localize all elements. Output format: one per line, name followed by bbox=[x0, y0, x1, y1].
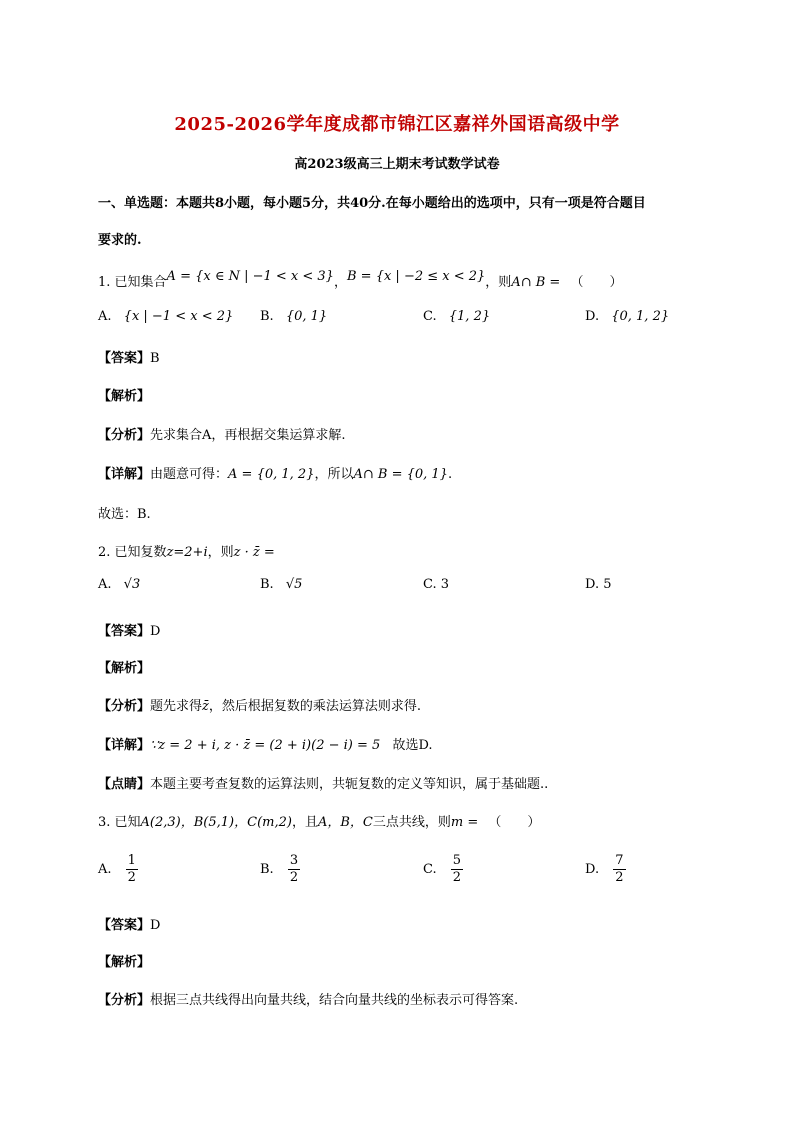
q3-fenxi-label: 【分析】 bbox=[98, 993, 151, 1008]
q1-paren: （ ） bbox=[570, 275, 623, 290]
q2-prefix: 2. 已知复数 bbox=[98, 545, 167, 560]
q1-option-a-value: {x | −1 < x < 2} bbox=[123, 309, 234, 324]
q3-answer-label: 【答案】 bbox=[98, 918, 151, 933]
q3-option-b-num: 3 bbox=[289, 853, 299, 868]
q1-fenxi bbox=[98, 424, 346, 443]
q1-stem bbox=[98, 271, 622, 290]
q3-answer bbox=[98, 914, 160, 933]
q1-option-d bbox=[585, 309, 669, 324]
q2-fenxi-label: 【分析】 bbox=[98, 699, 151, 714]
q1-xiangjie bbox=[98, 463, 452, 482]
q2-expr: z · z̄ = bbox=[233, 545, 275, 560]
q3-option-c-num: 5 bbox=[452, 853, 462, 868]
q2-dianjing bbox=[98, 773, 548, 792]
q3-option-a-num: 1 bbox=[127, 853, 136, 868]
q2-dianjing-text: 本题主要考查复数的运算法则，共轭复数的定义等知识，属于基础题.. bbox=[150, 777, 549, 792]
q2-fenxi-a: 题先求得 bbox=[150, 699, 203, 714]
q3-analysis-label: 【解析】 bbox=[98, 955, 151, 970]
q3-option-c bbox=[423, 853, 463, 886]
q3-abc: A，B，C bbox=[317, 815, 373, 830]
q1-prefix: 1. 已知集合 bbox=[98, 275, 167, 290]
q1-option-a-letter: A. bbox=[98, 309, 112, 324]
q1-fenxi-text: 先求集合A，再根据交集运算求解. bbox=[150, 428, 346, 443]
q3-option-a-fraction bbox=[126, 853, 138, 886]
q2-option-a-value: √3 bbox=[123, 577, 141, 592]
q2-answer-label: 【答案】 bbox=[98, 624, 151, 639]
q1-xiangjie-b: ，所以 bbox=[314, 467, 354, 482]
q2-fenxi bbox=[98, 695, 421, 714]
q1-set-a: A = {x ∈ N | −1 < x < 3} bbox=[166, 269, 334, 284]
q2-option-b bbox=[260, 577, 302, 592]
exam-title: 2025-2026学年度成都市锦江区嘉祥外国语高级中学 bbox=[174, 114, 620, 135]
q2-xiangjie-label: 【详解】 bbox=[98, 738, 151, 753]
q1-xiangjie-m2: A∩ B = {0, 1} bbox=[353, 467, 448, 482]
q3-option-b-letter: B. bbox=[260, 862, 274, 877]
q3-option-c-den: 2 bbox=[452, 870, 462, 885]
q3-option-b bbox=[260, 853, 300, 886]
q3-option-c-letter: C. bbox=[423, 862, 437, 877]
q1-option-d-letter: D. bbox=[585, 309, 600, 324]
q3-option-b-fraction bbox=[288, 853, 300, 886]
q1-option-c bbox=[423, 309, 490, 324]
q2-answer bbox=[98, 620, 160, 639]
q3-option-a bbox=[98, 853, 138, 886]
q3-option-a-den: 2 bbox=[127, 870, 136, 885]
q3-option-a-letter: A. bbox=[98, 862, 112, 877]
q1-xiangjie-m1: A = {0, 1, 2} bbox=[228, 467, 315, 482]
q2-xiangjie-end: 故选D. bbox=[392, 738, 433, 753]
q2-xiangjie-m: ∵z = 2 + i, z · z̄ = (2 + i)(2 − i) = 5 bbox=[150, 738, 381, 753]
q2-z: z=2+i bbox=[166, 545, 208, 560]
q1-option-b-value: {0, 1} bbox=[285, 309, 328, 324]
q3-prefix: 3. 已知 bbox=[98, 815, 141, 830]
q2-option-b-value: √5 bbox=[285, 577, 303, 592]
q2-option-d: D. 5 bbox=[585, 577, 612, 592]
q3-points: A(2,3)，B(5,1)，C(m,2) bbox=[140, 815, 292, 830]
q3-option-d-fraction bbox=[613, 853, 625, 886]
q3-m-expr: m = bbox=[450, 815, 479, 830]
q3-option-d bbox=[585, 853, 626, 886]
q2-fenxi-m: z̄ bbox=[202, 699, 209, 714]
q3-fenxi bbox=[98, 989, 518, 1008]
q1-set-b: B = {x | −2 ≤ x < 2} bbox=[346, 269, 486, 284]
q1-fenxi-label: 【分析】 bbox=[98, 428, 151, 443]
q3-paren: （ ） bbox=[488, 815, 541, 830]
q3-answer-value: D bbox=[150, 918, 161, 933]
q2-dianjing-label: 【点睛】 bbox=[98, 777, 151, 792]
q3-fenxi-text: 根据三点共线得出向量共线，结合向量共线的坐标表示可得答案. bbox=[150, 993, 519, 1008]
q1-option-c-value: {1, 2} bbox=[448, 309, 491, 324]
q3-option-d-letter: D. bbox=[585, 862, 600, 877]
q1-expr: A∩ B = bbox=[511, 275, 561, 290]
section-heading-line2: 要求的. bbox=[98, 233, 142, 248]
q3-option-c-fraction bbox=[451, 853, 463, 886]
q1-xiangjie-label: 【详解】 bbox=[98, 467, 151, 482]
q3-stem bbox=[98, 811, 540, 830]
q1-option-d-value: {0, 1, 2} bbox=[611, 309, 670, 324]
q1-option-b-letter: B. bbox=[260, 309, 274, 324]
q2-option-a bbox=[98, 577, 140, 592]
q2-option-c: C. 3 bbox=[423, 577, 450, 592]
q1-answer-value: B bbox=[150, 351, 160, 366]
q1-then: ，则 bbox=[485, 275, 512, 290]
q1-option-a bbox=[98, 309, 233, 324]
q1-guxuan: 故选：B. bbox=[98, 507, 151, 522]
q1-answer bbox=[98, 347, 160, 366]
q1-comma: ， bbox=[333, 275, 347, 290]
q3-option-d-den: 2 bbox=[615, 870, 624, 885]
q1-xiangjie-a: 由题意可得： bbox=[150, 467, 229, 482]
q1-option-b bbox=[260, 309, 327, 324]
q1-analysis-label: 【解析】 bbox=[98, 389, 151, 404]
q1-xiangjie-end: . bbox=[447, 467, 453, 482]
q1-option-c-letter: C. bbox=[423, 309, 437, 324]
q2-option-b-letter: B. bbox=[260, 577, 274, 592]
section-heading-line1: 一、单选题：本题共8小题，每小题5分，共40分.在每小题给出的选项中，只有一项是符合题目 bbox=[98, 196, 646, 211]
q2-answer-value: D bbox=[150, 624, 161, 639]
q2-fenxi-b: ，然后根据复数的乘法运算法则求得. bbox=[208, 699, 422, 714]
q2-analysis-label: 【解析】 bbox=[98, 661, 151, 676]
q1-answer-label: 【答案】 bbox=[98, 351, 151, 366]
q2-xiangjie bbox=[98, 734, 433, 753]
q3-mid: ，且 bbox=[291, 815, 318, 830]
q2-stem bbox=[98, 541, 275, 560]
q3-option-b-den: 2 bbox=[289, 870, 299, 885]
q3-option-d-num: 7 bbox=[615, 853, 624, 868]
q3-collinear: 三点共线，则 bbox=[372, 815, 451, 830]
exam-subtitle: 高2023级高三上期末考试数学试卷 bbox=[294, 157, 500, 172]
q2-then: ，则 bbox=[207, 545, 234, 560]
q2-option-a-letter: A. bbox=[98, 577, 112, 592]
